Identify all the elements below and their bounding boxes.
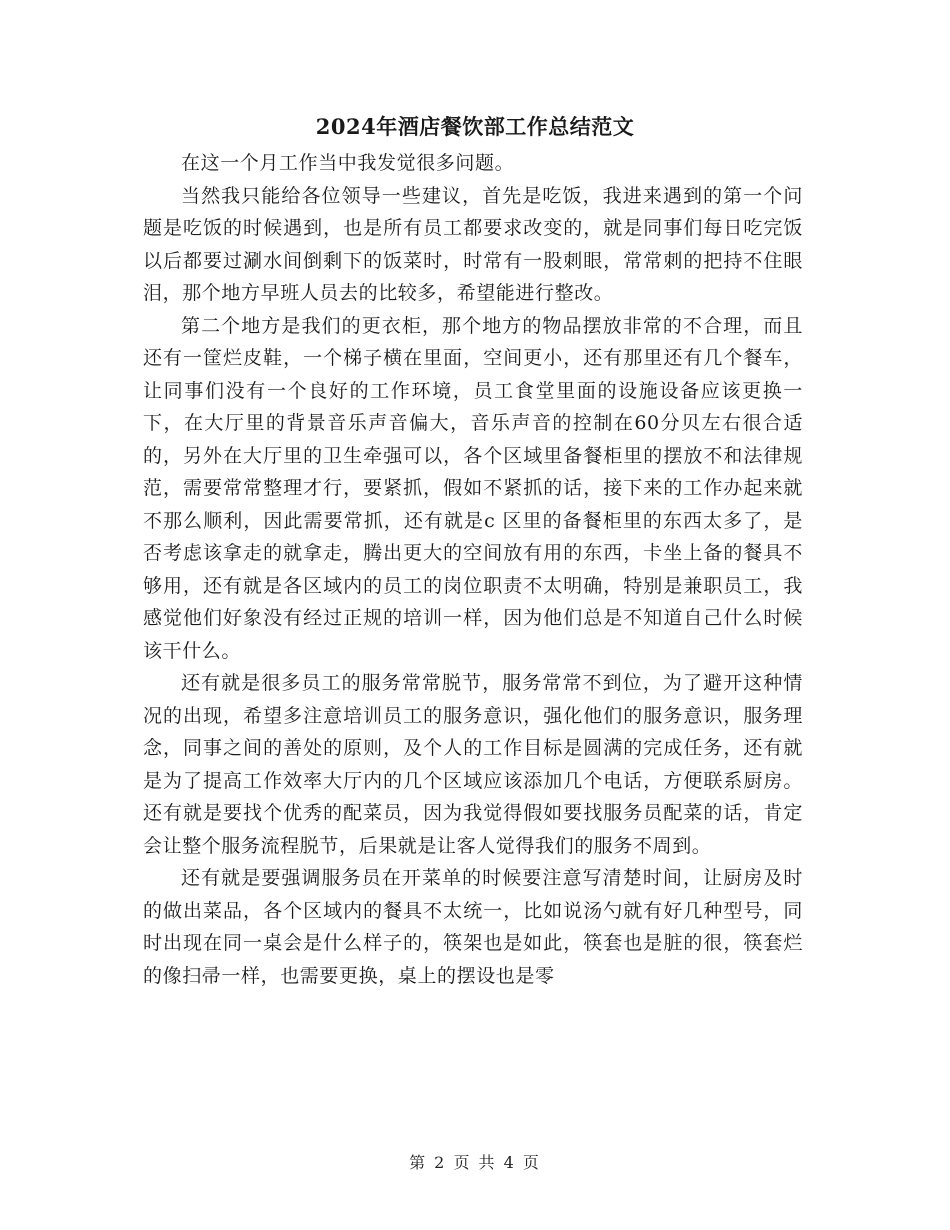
paragraph-5: 还有就是要强调服务员在开菜单的时候要注意写清楚时间，让厨房及时的做出菜品，各个区域内的餐具不太统一，比如说汤勺就有好几种型号，同时出现在同一桌会是什么样子的，筷架也是如此，筷套也是脏的很，筷套烂的像扫帚一样，也需要更换，桌上的摆设也是零	[143, 867, 803, 987]
paragraph-1: 在这一个月工作当中我发觉很多问题。	[181, 152, 515, 174]
paragraph-2: 当然我只能给各位领导一些建议，首先是吃饭，我进来遇到的第一个问题是吃饭的时候遇到，也是所有员工都要求改变的，就是同事们每日吃完饭以后都要过涮水间倒剩下的饭菜时，时常有一股刺眼，常常刺的把持不住眼泪，那个地方早班人员去的比较多，希望能进行整改。	[143, 184, 803, 304]
paragraph-4: 还有就是很多员工的服务常常脱节，服务常常不到位，为了避开这种情况的出现，希望多注意培训员工的服务意识，强化他们的服务意识，服务理念，同事之间的善处的原则，及个人的工作目标是圆满的完成任务，还有就是为了提高工作效率大厅内的几个区域应该添加几个电话，方便联系厨房。还有就是要找个优秀的配菜员，因为我觉得假如要找服务员配菜的话，肯定会让整个服务流程脱节，后果就是让客人觉得我们的服务不周到。	[143, 672, 803, 857]
page-number-footer: 第 2 页 共 4 页	[409, 1153, 541, 1172]
document-body	[143, 147, 803, 992]
document-title: 2024年酒店餐饮部工作总结范文	[315, 114, 635, 139]
paragraph-3: 第二个地方是我们的更衣柜，那个地方的物品摆放非常的不合理，而且还有一筐烂皮鞋，一个梯子横在里面，空间更小，还有那里还有几个餐车，让同事们没有一个良好的工作环境，员工食堂里面的设施设备应该更换一下，在大厅里的背景音乐声音偏大，音乐声音的控制在60分贝左右很合适的，另外在大厅里的卫生牵强可以，各个区域里备餐柜里的摆放不和法律规范，需要常常整理才行，要紧抓，假如不紧抓的话，接下来的工作办起来就不那么顺利，因此需要常抓，还有就是c 区里的备餐柜里的东西太多了，是否考虑该拿走的就拿走，腾出更大的空间放有用的东西，卡坐上备的餐具不够用，还有就是各区域内的员工的岗位职责不太明确，特别是兼职员工，我感觉他们好象没有经过正规的培训一样，因为他们总是不知道自己什么时候该干什么。	[143, 314, 803, 662]
